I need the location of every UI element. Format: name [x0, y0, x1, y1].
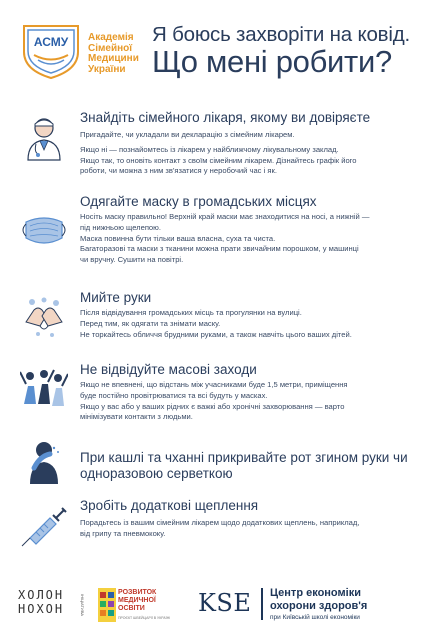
- body-line: Маска повинна бути тільки ваша власна, суха та чиста.: [80, 233, 276, 243]
- body-line: Багаторазові та маски з тканини можна прати звичайним порошком, у машинці: [80, 244, 359, 254]
- hohon-line1: ХОЛОН: [18, 588, 65, 602]
- section-title: Одягайте маску в громадських місцях: [80, 194, 317, 209]
- body-line: Якщо не впевнені, що відстань між учасниками буде 1,5 метри, приміщення: [80, 380, 348, 389]
- section-body: [80, 212, 422, 266]
- body-line: Перед тим, як одягати та знімати маску.: [80, 318, 221, 328]
- body-line: Якщо так, то оновіть контакт з своїм сімейним лікарем. Дізнайтесь графік його: [80, 155, 357, 165]
- section-body: [80, 518, 422, 540]
- body-line: Носіть маску правильно! Верхній край маски має знаходитися на носі, а нижній —: [80, 212, 370, 221]
- hohon-line2: НОХОН: [18, 602, 65, 616]
- header: [0, 0, 443, 100]
- body-line: Не торкайтесь обличчя брудними руками, а також навчіть цього ваших дітей.: [80, 329, 352, 339]
- hohon-side-text: ІНІЦІАТИВА: [80, 594, 85, 617]
- kse-line2: охорони здоров'я: [270, 600, 368, 612]
- section-cough: [0, 436, 443, 492]
- body-line: чи вручну. Сушити на повітрі.: [80, 255, 184, 265]
- section-mass-events: [0, 358, 443, 438]
- syringe-icon: [20, 500, 68, 548]
- body-line: Якщо у вас або у ваших рідних є важкі або хронічні захворювання — варто: [80, 401, 345, 411]
- rmo-logo: [98, 586, 176, 624]
- body-line: Порадьтесь із вашим сімейним лікарем щодо додаткових щеплень, наприклад,: [80, 518, 360, 527]
- section-title: Не відвідуйте масові заходи: [80, 362, 257, 377]
- rmo-subtext: ПРОЄКТ ШВЕЙЦАРІЇ В УКРАЇНІ: [118, 616, 171, 620]
- doctor-icon: [20, 114, 68, 162]
- body-line: під нижньою щелепою.: [80, 222, 161, 232]
- face-mask-icon: [20, 206, 68, 254]
- body-line: буде постійно провітрюватися та всі будуть у масках.: [80, 390, 268, 400]
- crowd-icon: [20, 364, 68, 412]
- rmo-emblem-icon: [98, 588, 116, 622]
- hohon-logo: [18, 588, 85, 622]
- hand-washing-icon: [20, 292, 68, 340]
- section-wash-hands: [0, 286, 443, 356]
- section-title: Мийте руки: [80, 290, 152, 305]
- section-title: Зробіть додаткові щеплення: [80, 498, 259, 513]
- kse-wordmark: KSE: [198, 589, 252, 617]
- section-title-line1: При кашлі та чханні прикривайте рот згином руки чи: [80, 450, 408, 465]
- coughing-person-icon: [20, 438, 68, 486]
- section-family-doctor: [0, 106, 443, 186]
- footer: [0, 578, 443, 628]
- org-name: Академія Сімейної Медицини України: [88, 32, 139, 75]
- section-title-line2: одноразовою серветкою: [80, 466, 233, 481]
- section-body: [80, 308, 422, 340]
- section-body: [80, 130, 422, 177]
- section-mask: [0, 190, 443, 280]
- body-line: Пригадайте, чи укладали ви декларацію з сімейним лікарем.: [80, 130, 295, 139]
- rmo-text: РОЗВИТОК МЕДИЧНОЇ ОСВІТИ: [118, 589, 157, 612]
- body-line: від грипу та пневмококу.: [80, 528, 166, 538]
- hohon-logo-text: [18, 588, 64, 616]
- asmu-logo-icon: [20, 22, 82, 80]
- page-title-line1: Я боюсь захворіти на ковід.: [152, 23, 410, 46]
- section-title: Знайдіть сімейного лікаря, якому ви довіряєте: [80, 110, 371, 125]
- section-vaccination: [0, 494, 443, 554]
- kse-divider: [261, 588, 263, 620]
- body-line: Якщо ні — познайомтесь із лікарем у найближчому лікувальному заклад.: [80, 144, 339, 154]
- body-line: роботи, чи можна з ним зв'язатися у неробочий час і як.: [80, 166, 277, 176]
- section-body: [80, 380, 422, 423]
- logo-text: АСМУ: [33, 35, 69, 49]
- kse-line1: Центр економіки: [270, 587, 361, 599]
- kse-line3: при Київській школі економіки: [270, 614, 360, 621]
- page-title-line2: Що мені робити?: [152, 44, 392, 79]
- body-line: мінімізувати контакти з людьми.: [80, 412, 193, 422]
- body-line: Після відвідування громадських місць та прогулянки на вулиці.: [80, 308, 302, 317]
- kse-logo: [198, 584, 428, 624]
